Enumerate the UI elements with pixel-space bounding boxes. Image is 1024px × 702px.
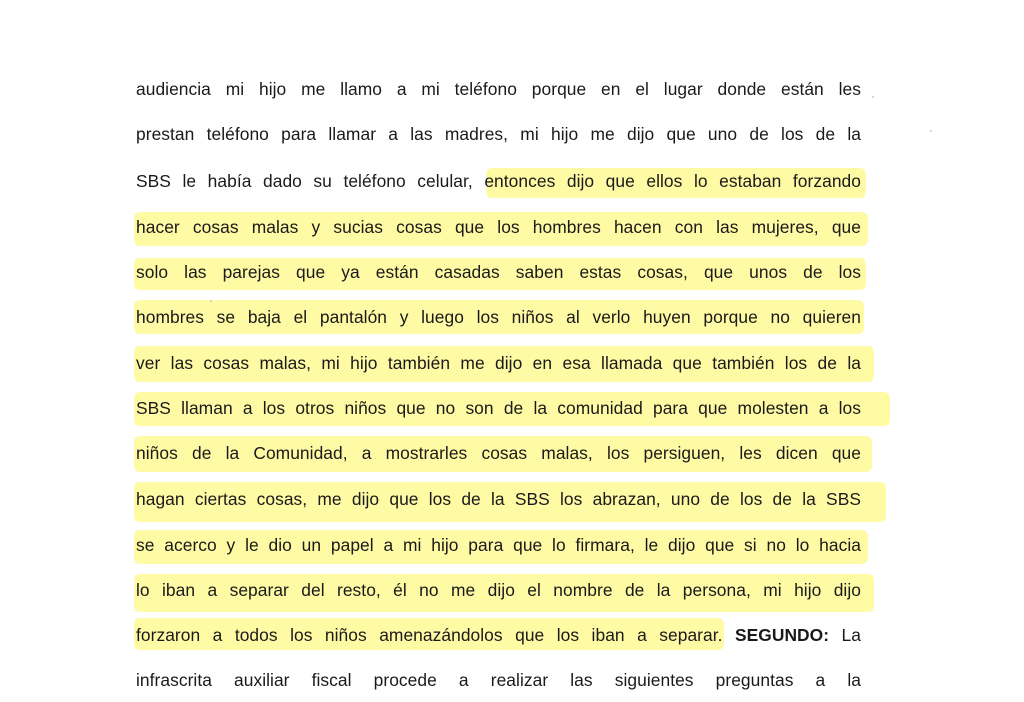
document-line-5: solo las parejas que ya están casadas saben estas cosas, que unos de los <box>136 262 861 282</box>
scan-speck <box>872 96 874 98</box>
scan-speck <box>930 130 932 132</box>
document-line-13 <box>136 620 861 650</box>
document-line-14: infrascrita auxiliar fiscal procede a realizar las siguientes preguntas a la <box>136 670 861 690</box>
document-line-6: hombres se baja el pantalón y luego los niños al verlo huyen porque no quieren <box>136 307 861 327</box>
document-line-13-text: forzaron a todos los niños amenazándolos que los iban a separar. <box>136 625 735 645</box>
section-heading-segundo: SEGUNDO: <box>734 625 830 645</box>
document-line-8: SBS llaman a los otros niños que no son de la comunidad para que molesten a los <box>136 398 861 418</box>
document-line-9: niños de la Comunidad, a mostrarles cosas malas, los persiguen, les dicen que <box>136 443 861 463</box>
document-line-2: prestan teléfono para llamar a las madres, mi hijo me dijo que uno de los de la <box>136 124 861 144</box>
document-line-13-tail: La <box>829 625 861 645</box>
document-line-12: lo iban a separar del resto, él no me dijo el nombre de la persona, mi hijo dijo <box>136 580 861 600</box>
document-line-4: hacer cosas malas y sucias cosas que los hombres hacen con las mujeres, que <box>136 217 861 237</box>
document-line-11: se acerco y le dio un papel a mi hijo para que lo firmara, le dijo que si no lo hacia <box>136 535 861 555</box>
document-line-10: hagan ciertas cosas, me dijo que los de la SBS los abrazan, uno de los de la SBS <box>136 489 861 509</box>
document-line-3: SBS le había dado su teléfono celular, entonces dijo que ellos lo estaban forzando <box>136 171 861 191</box>
document-line-7: ver las cosas malas, mi hijo también me dijo en esa llamada que también los de la <box>136 353 861 373</box>
document-line-1: audiencia mi hijo me llamo a mi teléfono porque en el lugar donde están les <box>136 79 861 99</box>
